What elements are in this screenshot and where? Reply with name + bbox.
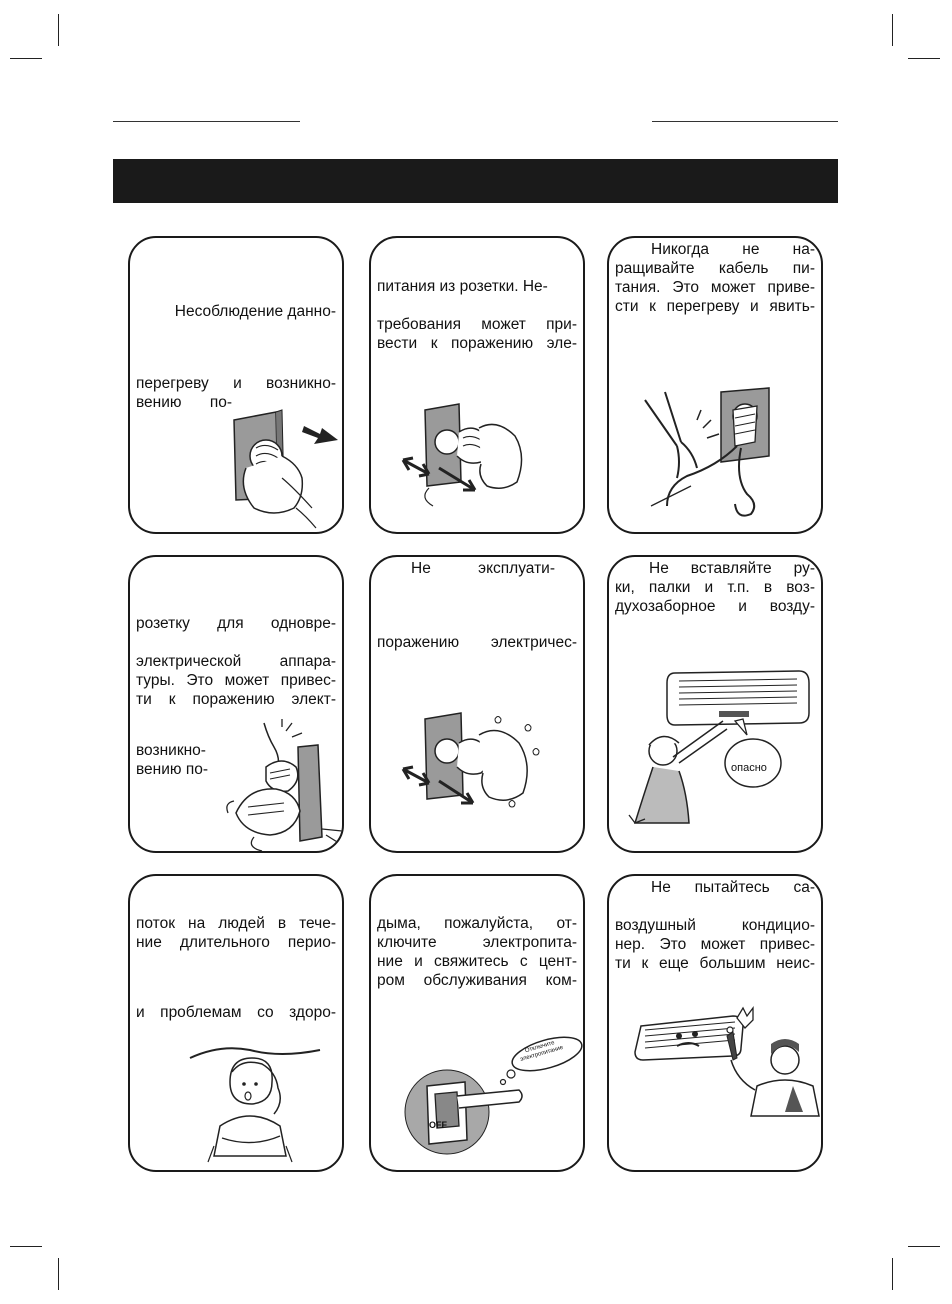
air-conditioner-hand-illustration bbox=[623, 667, 823, 837]
card-text-line: ки, палки и т.п. в воз- bbox=[615, 579, 815, 596]
header-rule-right bbox=[652, 121, 838, 122]
warning-card-3 bbox=[607, 236, 823, 534]
wet-hands-plug-illustration bbox=[399, 707, 539, 827]
card-text-line: поток на людей в тече- bbox=[136, 915, 336, 932]
crop-mark bbox=[908, 1246, 940, 1247]
multi-plug-illustration bbox=[226, 717, 344, 853]
section-title-bar bbox=[113, 159, 838, 203]
warning-card-8 bbox=[369, 874, 585, 1172]
warning-card-6 bbox=[607, 555, 823, 853]
card-text-line: питания из розетки. Не- bbox=[377, 278, 548, 295]
card-text-line: розетку для одновре- bbox=[136, 615, 336, 632]
warning-card-5 bbox=[369, 555, 585, 853]
card-text-line: ключите электропита- bbox=[377, 934, 577, 951]
card-text-line: Никогда не на- bbox=[651, 241, 815, 258]
crop-mark bbox=[58, 14, 59, 46]
card-text-line: сти к перегреву и явить- bbox=[615, 298, 815, 315]
card-text-line: Не вставляйте ру- bbox=[649, 560, 815, 577]
crop-mark bbox=[10, 58, 42, 59]
plug-in-illustration bbox=[226, 408, 344, 528]
card-text-line: электрической аппара- bbox=[136, 653, 336, 670]
card-text-line: ние длительного перио- bbox=[136, 934, 336, 951]
unplug-illustration bbox=[399, 398, 529, 508]
crop-mark bbox=[892, 14, 893, 46]
warning-card-1 bbox=[128, 236, 344, 534]
switch-off-label: OFF bbox=[429, 1120, 447, 1130]
card-text-line: Несоблюдение данно- bbox=[174, 303, 336, 320]
crop-mark bbox=[908, 58, 940, 59]
card-text-line: ращивайте кабель пи- bbox=[615, 260, 815, 277]
card-text-line: ром обслуживания ком- bbox=[377, 972, 577, 989]
card-text-line: нер. Это может привес- bbox=[615, 936, 815, 953]
card-text-line: ние и свяжитесь с цент- bbox=[377, 953, 577, 970]
card-text-line: возникно- bbox=[136, 742, 206, 759]
card-text-line: поражению электричес- bbox=[377, 634, 577, 651]
card-text-line: Не пытайтесь са- bbox=[651, 879, 815, 896]
card-text-line: духозаборное и возду- bbox=[615, 598, 815, 615]
card-text-line: туры. Это может привес- bbox=[136, 672, 336, 689]
card-text-line: вению по- bbox=[136, 761, 209, 778]
card-text-line: Не эксплуати- bbox=[411, 560, 555, 577]
card-text-line: ти к поражению элект- bbox=[136, 691, 336, 708]
repair-attempt-illustration bbox=[633, 1008, 823, 1148]
crop-mark bbox=[892, 1258, 893, 1290]
crop-mark bbox=[10, 1246, 42, 1247]
card-text-line: воздушный кондицио- bbox=[615, 917, 815, 934]
power-off-speech-bubble: Отключите электропитание bbox=[519, 1040, 565, 1063]
cable-cutting-illustration bbox=[637, 386, 777, 516]
warning-card-2 bbox=[369, 236, 585, 534]
danger-speech-bubble: опасно bbox=[731, 762, 767, 774]
card-text-line: требования может при- bbox=[377, 316, 577, 333]
card-text-line: перегреву и возникно- bbox=[136, 375, 336, 392]
card-text-line: тания. Это может приве- bbox=[615, 279, 815, 296]
warning-card-9 bbox=[607, 874, 823, 1172]
warning-card-7 bbox=[128, 874, 344, 1172]
card-text-line: и проблемам со здоро- bbox=[136, 1004, 336, 1021]
header-rule-left bbox=[113, 121, 300, 122]
warning-card-4 bbox=[128, 555, 344, 853]
card-text-line: вести к поражению эле- bbox=[377, 335, 577, 352]
card-text-line: дыма, пожалуйста, от- bbox=[377, 915, 577, 932]
air-draft-person-illustration bbox=[190, 1042, 330, 1166]
crop-mark bbox=[58, 1258, 59, 1290]
card-text-line: вению по- bbox=[136, 394, 232, 411]
card-text-line: ти к еще большим неис- bbox=[615, 955, 815, 972]
